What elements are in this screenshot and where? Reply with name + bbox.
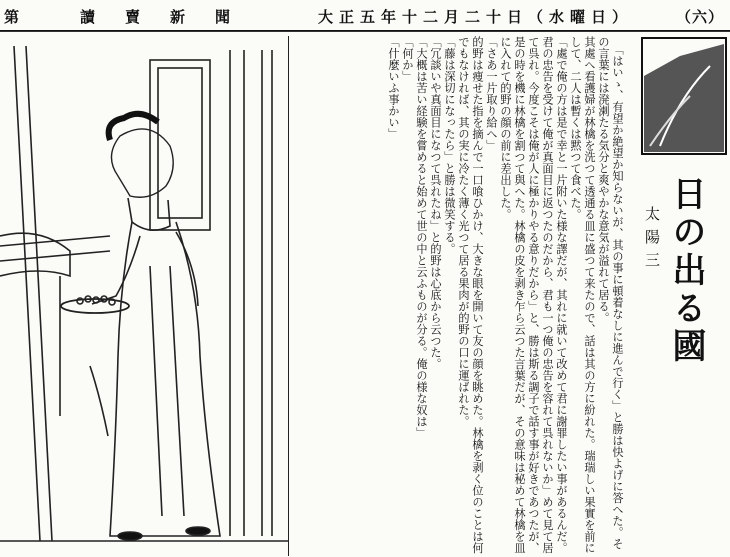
title-vignette-illustration <box>640 36 728 156</box>
story-author: 太陽三 <box>643 206 661 275</box>
story-body-text <box>292 36 638 554</box>
title-panel <box>640 36 730 554</box>
header-rule <box>0 31 730 32</box>
story-paragraphs-right: 「はいゝ、有望か絶望か知らないが、其の事に頓着なしに進んで行く」と勝は快よげに答へた。その言葉には溌溂たる気分と爽やかな意気が溢れて居る。 其處へ看護婦が林檎を洗つて透通る皿に盛つて来たので、話は其の方に紛れた。瑞瑞しい果實を前にして、二人は暫くは黙つて食べた。 「處で俺の方は是で幸と一片附いた様な譯だが、其れに就いて改めて君に謝罪したい事があるんだ。君の忠告を受けて俺が真面目に返つたのだから、君も一つ俺の忠告を容れて呉れないか」 <box>541 36 624 554</box>
illustration-nurse-with-tray <box>0 36 289 556</box>
story-title: 日の出る國 <box>666 176 706 366</box>
illustration-svg <box>0 36 288 556</box>
story-paragraphs-left: めて見て居て呉れ。今度こそは俺が人に極かりやる意りだから」と、勝は斯る調子で話す事が好きであつたが、是の時を機に林檎を割つて與へた。林檎の皮を剥き乍ら云つた言葉だが、その意味は秘めて林檎を皿に入れて的野の顔の前に差出した。 「さあ一片取り給へ」 的野は痩せた指を摘んで一口喰ひかけ、大きな眼を開いて友の顔を眺めた。林檎を剥く位のことは何でもなければ、其の実に冷たく薄く光つて居る果肉が的野の口に運ばれた。 「藤は深切になったら」と勝は微笑する。 「冗談いや真面目になつて呉れたね」と的野は心底から云つた。 「大概は苦い経験を嘗めると始めて世の中と云ふものが分る。俺の様な奴は」 「何か」 「什麼いふ事かい」 <box>387 36 554 554</box>
edition-mark: 第 <box>4 8 21 26</box>
column-divider <box>288 36 289 554</box>
masthead: 讀賣新聞 <box>80 8 261 26</box>
newspaper-header <box>0 0 730 32</box>
page-number: （六） <box>675 8 724 26</box>
date-line: 大正五年十二月二十日（水曜日） <box>318 8 634 26</box>
